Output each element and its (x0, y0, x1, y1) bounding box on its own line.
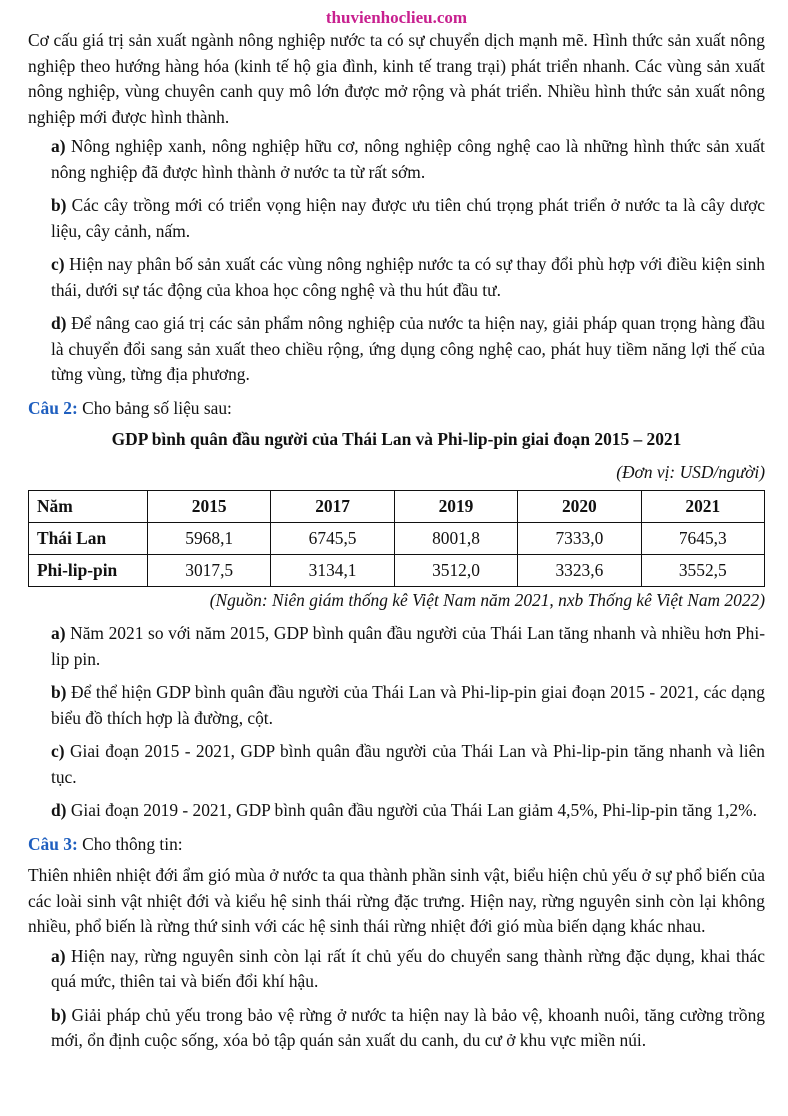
question-3-heading (28, 832, 765, 858)
q1-option-b (28, 193, 765, 244)
q3-option-a (28, 944, 765, 995)
option-text: Giai đoạn 2015 - 2021, GDP bình quân đầu người của Thái Lan và Phi-lip-pin tăng nhanh và liên tục. (51, 741, 765, 787)
question-2-heading (28, 396, 765, 422)
table-cell: 3512,0 (394, 555, 517, 587)
q2-option-b (28, 680, 765, 731)
q1-option-d (28, 311, 765, 388)
table-cell: 3552,5 (641, 555, 764, 587)
option-text: Các cây trồng mới có triển vọng hiện nay được ưu tiên chú trọng phát triển ở nước ta là cây dược liệu, cây cảnh, nấm. (51, 195, 765, 241)
option-text: Hiện nay phân bố sản xuất các vùng nông nghiệp nước ta có sự thay đổi phù hợp với điều kiện sinh thái, dưới sự tác động của khoa học công nghệ và thu hút đầu tư. (51, 254, 765, 300)
option-text: Giai đoạn 2019 - 2021, GDP bình quân đầu người của Thái Lan giảm 4,5%, Phi-lip-pin tăng 1,2%. (70, 800, 757, 820)
q2-option-a (28, 621, 765, 672)
intro-paragraph: Cơ cấu giá trị sản xuất ngành nông nghiệp nước ta có sự chuyển dịch mạnh mẽ. Hình thức sản xuất nông nghiệp theo hướng hàng hóa (kinh tế hộ gia đình, kinh tế trang trại) phát triển nhanh. Các vùng sản xuất nông nghiệp, vùng chuyên canh quy mô lớn được mở rộng và phát triển. Nhiều hình thức sản xuất nông nghiệp mới được hình thành. (28, 30, 765, 127)
option-label: c) (51, 254, 65, 274)
option-label: a) (51, 945, 66, 966)
table-row-label: Thái Lan (29, 523, 148, 555)
table-header-row (29, 491, 765, 523)
table-unit: (Đơn vị: USD/người) (616, 462, 765, 482)
option-label: b) (51, 195, 67, 215)
gdp-table (28, 490, 765, 587)
option-text: Để nâng cao giá trị các sản phẩm nông nghiệp của nước ta hiện nay, giải pháp quan trọng hàng đầu là chuyển đổi sang sản xuất theo chiều rộng, ứng dụng công nghệ cao, phát huy tiềm năng lợi thế của từng vùng, từng địa phương. (51, 313, 765, 384)
question-prompt: Cho bảng số liệu sau: (82, 397, 232, 418)
table-row (29, 555, 765, 587)
table-header-cell: 2020 (518, 491, 641, 523)
option-label: d) (51, 313, 67, 333)
q3-option-b (28, 1003, 765, 1054)
table-header-cell: Năm (29, 491, 148, 523)
q3-passage: Thiên nhiên nhiệt đới ẩm gió mùa ở nước ta qua thành phần sinh vật, biểu hiện chủ yếu ở sự phổ biến của các loài sinh vật nhiệt đới và kiểu hệ sinh thái rừng đặc trưng. Hiện nay, rừng nguyên sinh còn lại không nhiều, phổ biến là rừng thứ sinh với các hệ sinh thái rừng nhiệt đới gió mùa biến dạng khác nhau. (28, 865, 765, 936)
table-cell: 8001,8 (394, 523, 517, 555)
table-source: (Nguồn: Niên giám thống kê Việt Nam năm 2021, nxb Thống kê Việt Nam 2022) (209, 590, 765, 610)
option-text: Nông nghiệp xanh, nông nghiệp hữu cơ, nông nghiệp công nghệ cao là những hình thức sản xuất nông nghiệp đã được hình thành ở nước ta từ rất sớm. (51, 136, 765, 182)
option-label: a) (51, 623, 66, 643)
option-label: b) (51, 682, 67, 702)
table-cell: 3017,5 (148, 555, 271, 587)
table-title: GDP bình quân đầu người của Thái Lan và Phi-lip-pin giai đoạn 2015 – 2021 (111, 429, 682, 449)
option-label: b) (51, 1004, 67, 1025)
question-prompt: Cho thông tin: (82, 833, 183, 854)
option-text: Để thể hiện GDP bình quân đầu người của Thái Lan và Phi-lip-pin giai đoạn 2015 - 2021, các dạng biểu đồ thích hợp là đường, cột. (51, 682, 765, 728)
table-row-label: Phi-lip-pin (29, 555, 148, 587)
document-page (28, 8, 765, 1062)
option-label: d) (51, 800, 67, 820)
table-cell: 5968,1 (148, 523, 271, 555)
q2-option-d (28, 798, 765, 824)
site-header-link[interactable]: thuvienhoclieu.com (325, 8, 468, 27)
table-cell: 7645,3 (641, 523, 764, 555)
option-text: Hiện nay, rừng nguyên sinh còn lại rất ít chủ yếu do chuyển sang thành rừng đặc dụng, khai thác quá mức, thiên tai và biến đổi khí hậu. (51, 945, 765, 991)
table-header-cell: 2017 (271, 491, 394, 523)
q1-option-a (28, 134, 765, 185)
option-label: a) (51, 136, 66, 156)
q2-option-c (28, 739, 765, 790)
question-label: Câu 2: (28, 397, 78, 418)
table-header-cell: 2021 (641, 491, 764, 523)
option-text: Giải pháp chủ yếu trong bảo vệ rừng ở nước ta hiện nay là bảo vệ, khoanh nuôi, tăng cường trồng mới, ổn định cuộc sống, xóa bỏ tập quán sản xuất du canh, du cư ở khu vực miền núi. (51, 1004, 765, 1050)
table-cell: 6745,5 (271, 523, 394, 555)
option-text: Năm 2021 so với năm 2015, GDP bình quân đầu người của Thái Lan tăng nhanh và nhiều hơn Phi-lip pin. (51, 623, 765, 669)
table-row (29, 523, 765, 555)
option-label: c) (51, 741, 65, 761)
table-header-cell: 2019 (394, 491, 517, 523)
table-cell: 3134,1 (271, 555, 394, 587)
table-header-cell: 2015 (148, 491, 271, 523)
question-label: Câu 3: (28, 833, 78, 854)
table-cell: 3323,6 (518, 555, 641, 587)
q1-option-c (28, 252, 765, 303)
table-cell: 7333,0 (518, 523, 641, 555)
